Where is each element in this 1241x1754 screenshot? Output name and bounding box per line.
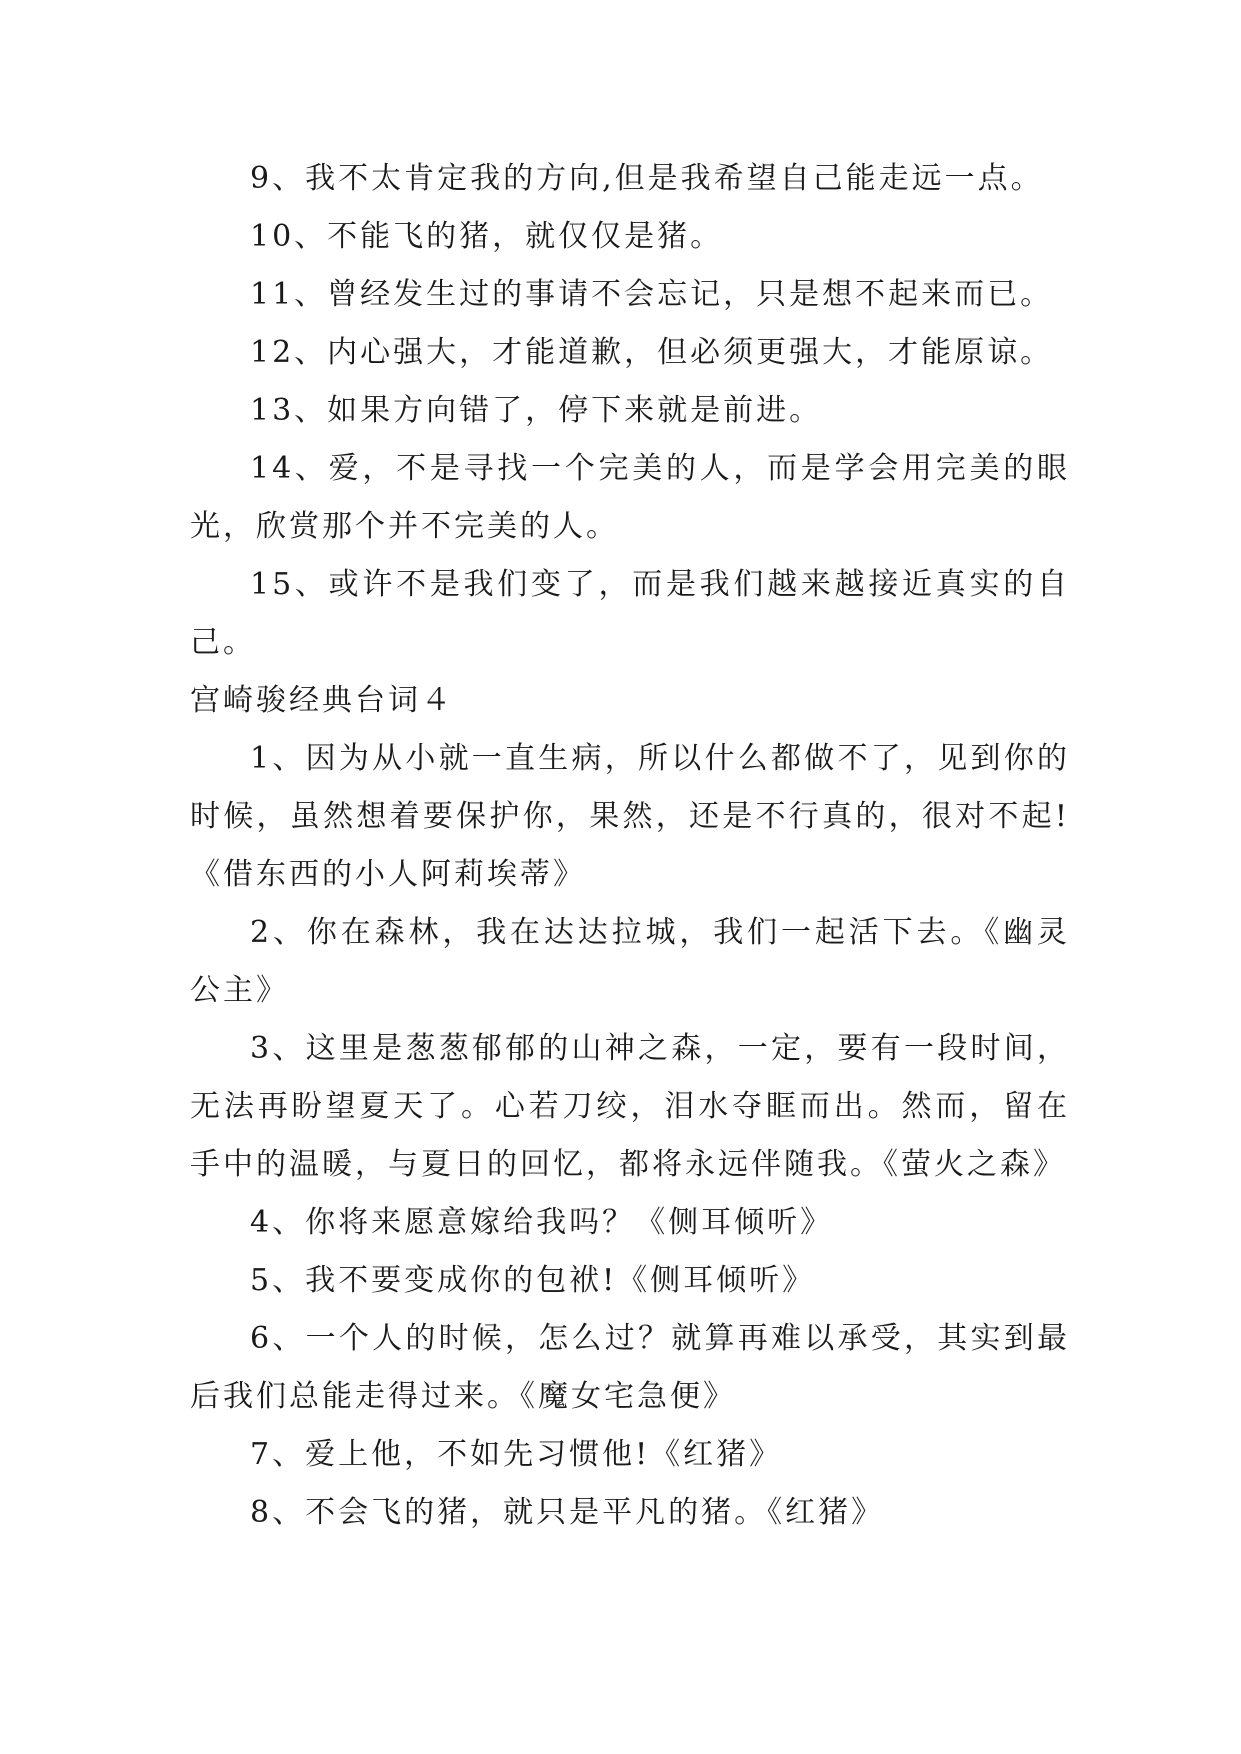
quote-item: 3、这里是葱葱郁郁的山神之森，一定，要有一段时间，无法再盼望夏天了。心若刀绞，泪水夺眶而出。然而，留在手中的温暖，与夏日的回忆，都将永远伴随我。《萤火之森》	[190, 1031, 1070, 1182]
quote-item: 9、我不太肯定我的方向,但是我希望自己能走远一点。	[250, 161, 1044, 196]
quote-item: 13、如果方向错了，停下来就是前进。	[250, 393, 823, 428]
quote-item: 10、不能飞的猪，就仅仅是猪。	[250, 219, 724, 254]
quote-item: 11、曾经发生过的事请不会忘记，只是想不起来而已。	[250, 277, 1054, 312]
quote-item: 2、你在森林，我在达达拉城，我们一起活下去。《幽灵公主》	[190, 915, 1070, 1008]
quote-item: 6、一个人的时候，怎么过？就算再难以承受，其实到最后我们总能走得过来。《魔女宅急便》	[190, 1321, 1070, 1414]
quote-item: 8、不会飞的猪，就只是平凡的猪。《红猪》	[250, 1495, 885, 1530]
quote-item: 5、我不要变成你的包袱!《侧耳倾听》	[250, 1263, 816, 1298]
quote-item: 12、内心强大，才能道歉，但必须更强大，才能原谅。	[250, 335, 1054, 370]
quote-item: 7、爱上他，不如先习惯他!《红猪》	[250, 1437, 783, 1472]
quote-item: 1、因为从小就一直生病，所以什么都做不了，见到你的时候，虽然想着要保护你，果然，还是不行真的，很对不起!《借东西的小人阿莉埃蒂》	[190, 741, 1070, 892]
quote-item: 4、你将来愿意嫁给我吗？《侧耳倾听》	[250, 1205, 834, 1240]
quote-item: 14、爱，不是寻找一个完美的人，而是学会用完美的眼光，欣赏那个并不完美的人。	[190, 451, 1070, 544]
quote-item: 15、或许不是我们变了，而是我们越来越接近真实的自己。	[190, 567, 1070, 660]
section-heading: 宫崎骏经典台词４	[190, 683, 454, 718]
document-page	[190, 150, 1070, 1542]
